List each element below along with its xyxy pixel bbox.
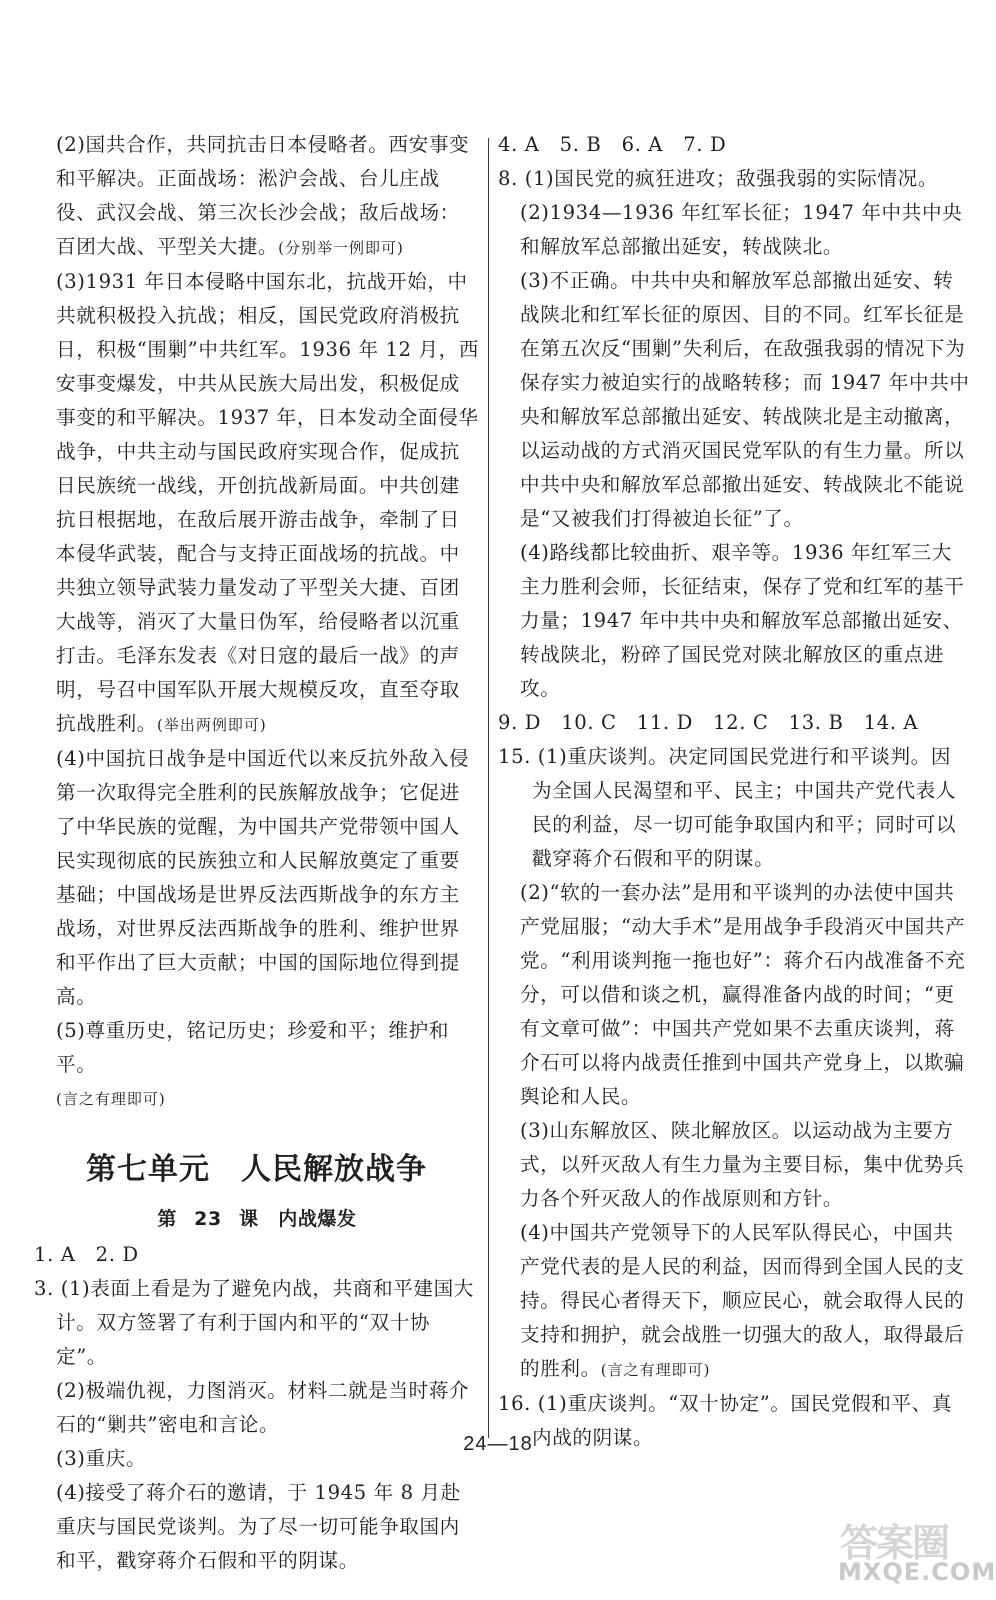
answer-paragraph: (2)1934—1936 年红军长征；1947 年中共中央和解放军总部撤出延安，转战陕北。 (520, 201, 963, 258)
lesson-title: 第 23 课 内战爆发 (157, 1208, 357, 1230)
answer-paragraph: (4)路线都比较曲折、艰辛等。1936 年红军三大主力胜利会师，长征结束，保存了党和红军的基干力量；1947 年中共中央和解放军总部撤出延安、转战陕北，粉碎了国民党对陕北解放区的重点进攻。 (520, 541, 965, 700)
answer-paragraph: (3)山东解放区、陕北解放区。以运动战为主要方式，以歼灭敌人有生力量为主要目标，集中优势兵力各个歼灭敌人的作战原则和方针。 (520, 1119, 965, 1210)
answer-paragraph: (2)国共合作，共同抗击日本侵略者。西安事变和平解决。正面战场：淞沪会战、台儿庄战役、武汉会战、第三次长沙会战；敌后战场：百团大战、平型关大捷。(分别举一例即可) (56, 133, 470, 258)
answer-paragraph: 3. (1)表面上看是为了避免内战，共商和平建国大计。双方签署了有利于国内和平的“双十协定”。 (34, 1277, 474, 1368)
answer-paragraph: (4)中国抗日战争是中国近代以来反抗外敌入侵第一次取得完全胜利的民族解放战争；它促进了中华民族的觉醒，为中国共产党带领中国人民实现彻底的民族独立和人民解放奠定了重要基础；中国战场是世界反法西斯战争的东方主战场，对世界反法西斯战争的胜利、维护世界和平作出了巨大贡献；中国的国际地位得到提高。 (56, 747, 470, 1008)
answer-note: (分别举一例即可) (278, 239, 404, 257)
unit-title: 第七单元 人民解放战争 (86, 1152, 427, 1187)
answer-note: (言之有理即可) (600, 1361, 711, 1379)
answer-paragraph: (3)不正确。中共中央和解放军总部撤出延安、转战陕北和红军长征的原因、目的不同。红军长征是在第五次反“围剿”失利后，在敌强我弱的情况下为保存实力被迫实行的战略转移；而 1947 年中共中央和解放军总部撤出延安、转战陕北是主动撤离，以运动战的方式消灭国民党军队的有生力量。所以中共中央和解放军总部撤出延安、转战陕北不能说是“又被我们打得被迫长征”了。 (520, 269, 970, 530)
answer-note: (举出两例即可) (156, 716, 267, 734)
answer-paragraph: (2)“软的一套办法”是用和平谈判的办法使中国共产党屈服；“动大手术”是用战争手段消灭中国共产党。“利用谈判拖一拖也好”：蒋介石内战准备不充分，可以借和谈之机，赢得准备内战的时间；“更有文章可做”：中国共产党如果不去重庆谈判，蒋介石可以将内战责任推到中国共产党身上，以欺骗舆论和人民。 (520, 881, 966, 1108)
answer-line: 1. A 2. D (34, 1243, 139, 1266)
right-column (498, 128, 970, 1455)
watermark-site: MXQE.COM (838, 1558, 996, 1586)
answer-paragraph: (4)接受了蒋介石的邀请，于 1945 年 8 月赴重庆与国民党谈判。为了尽一切可能争取国内和平，戳穿蒋介石假和平的阴谋。 (56, 1481, 461, 1572)
answer-line: 4. A 5. B 6. A 7. D (498, 133, 727, 156)
answer-paragraph: (3)1931 年日本侵略中国东北，抗战开始，中共就积极投入抗战；相反，国民党政府消极抗日，积极“围剿”中共红军。1936 年 12 月，西安事变爆发，中共从民族大局出发，积极促成事变的和平解决。1937 年，日本发动全面侵华战争，中共主动与国民政府实现合作，促成抗日民族统一战线，开创抗战新局面。中共创建抗日根据地，在敌后展开游击战争，牵制了日本侵华武装，配合与支持正面战场的抗战。中共独立领导武装力量发动了平型关大捷、百团大战等，消灭了大量日伪军，给侵略者以沉重打击。毛泽东发表《对日寇的最后一战》的声明，号召中国军队开展大规模反攻，直至夺取抗战胜利。(举出两例即可) (56, 270, 480, 735)
answer-paragraph: (5)尊重历史，铭记历史；珍爱和平；维护和平。 (56, 1019, 450, 1076)
answer-paragraph: (3)重庆。 (56, 1447, 147, 1470)
page-number: 24—18 (463, 1433, 533, 1455)
answer-note: (言之有理即可) (56, 1090, 166, 1108)
answer-paragraph: 16. (1)重庆谈判。“双十协定”。国民党假和平、真内战的阴谋。 (498, 1392, 953, 1449)
answer-paragraph: 15. (1)重庆谈判。决定同国民党进行和平谈判。因为全国人民渴望和平、民主；中国共产党代表人民的利益，尽一切可能争取国内和平；同时可以戳穿蒋介石假和平的阴谋。 (498, 745, 957, 870)
answer-paragraph: 8. (1)国民党的疯狂进攻；敌强我弱的实际情况。 (498, 167, 938, 190)
left-column (34, 128, 480, 1578)
watermark-logo (838, 1508, 996, 1596)
answer-paragraph: (2)极端仇视，力图消灭。材料二就是当时蒋介石的“剿共”密电和言论。 (56, 1379, 470, 1436)
answer-paragraph: (4)中国共产党领导下的人民军队得民心，中国共产党代表的是人民的利益，因而得到全国人民的支持。得民心者得天下，顺应民心，就会取得人民的支持和拥护，就会战胜一切强大的敌人，取得最后的胜利。(言之有理即可) (520, 1221, 965, 1380)
answer-line: 9. D 10. C 11. D 12. C 13. B 14. A (498, 711, 919, 734)
column-divider (488, 138, 489, 1438)
watermark-chars: 答案圈 (840, 1521, 949, 1565)
